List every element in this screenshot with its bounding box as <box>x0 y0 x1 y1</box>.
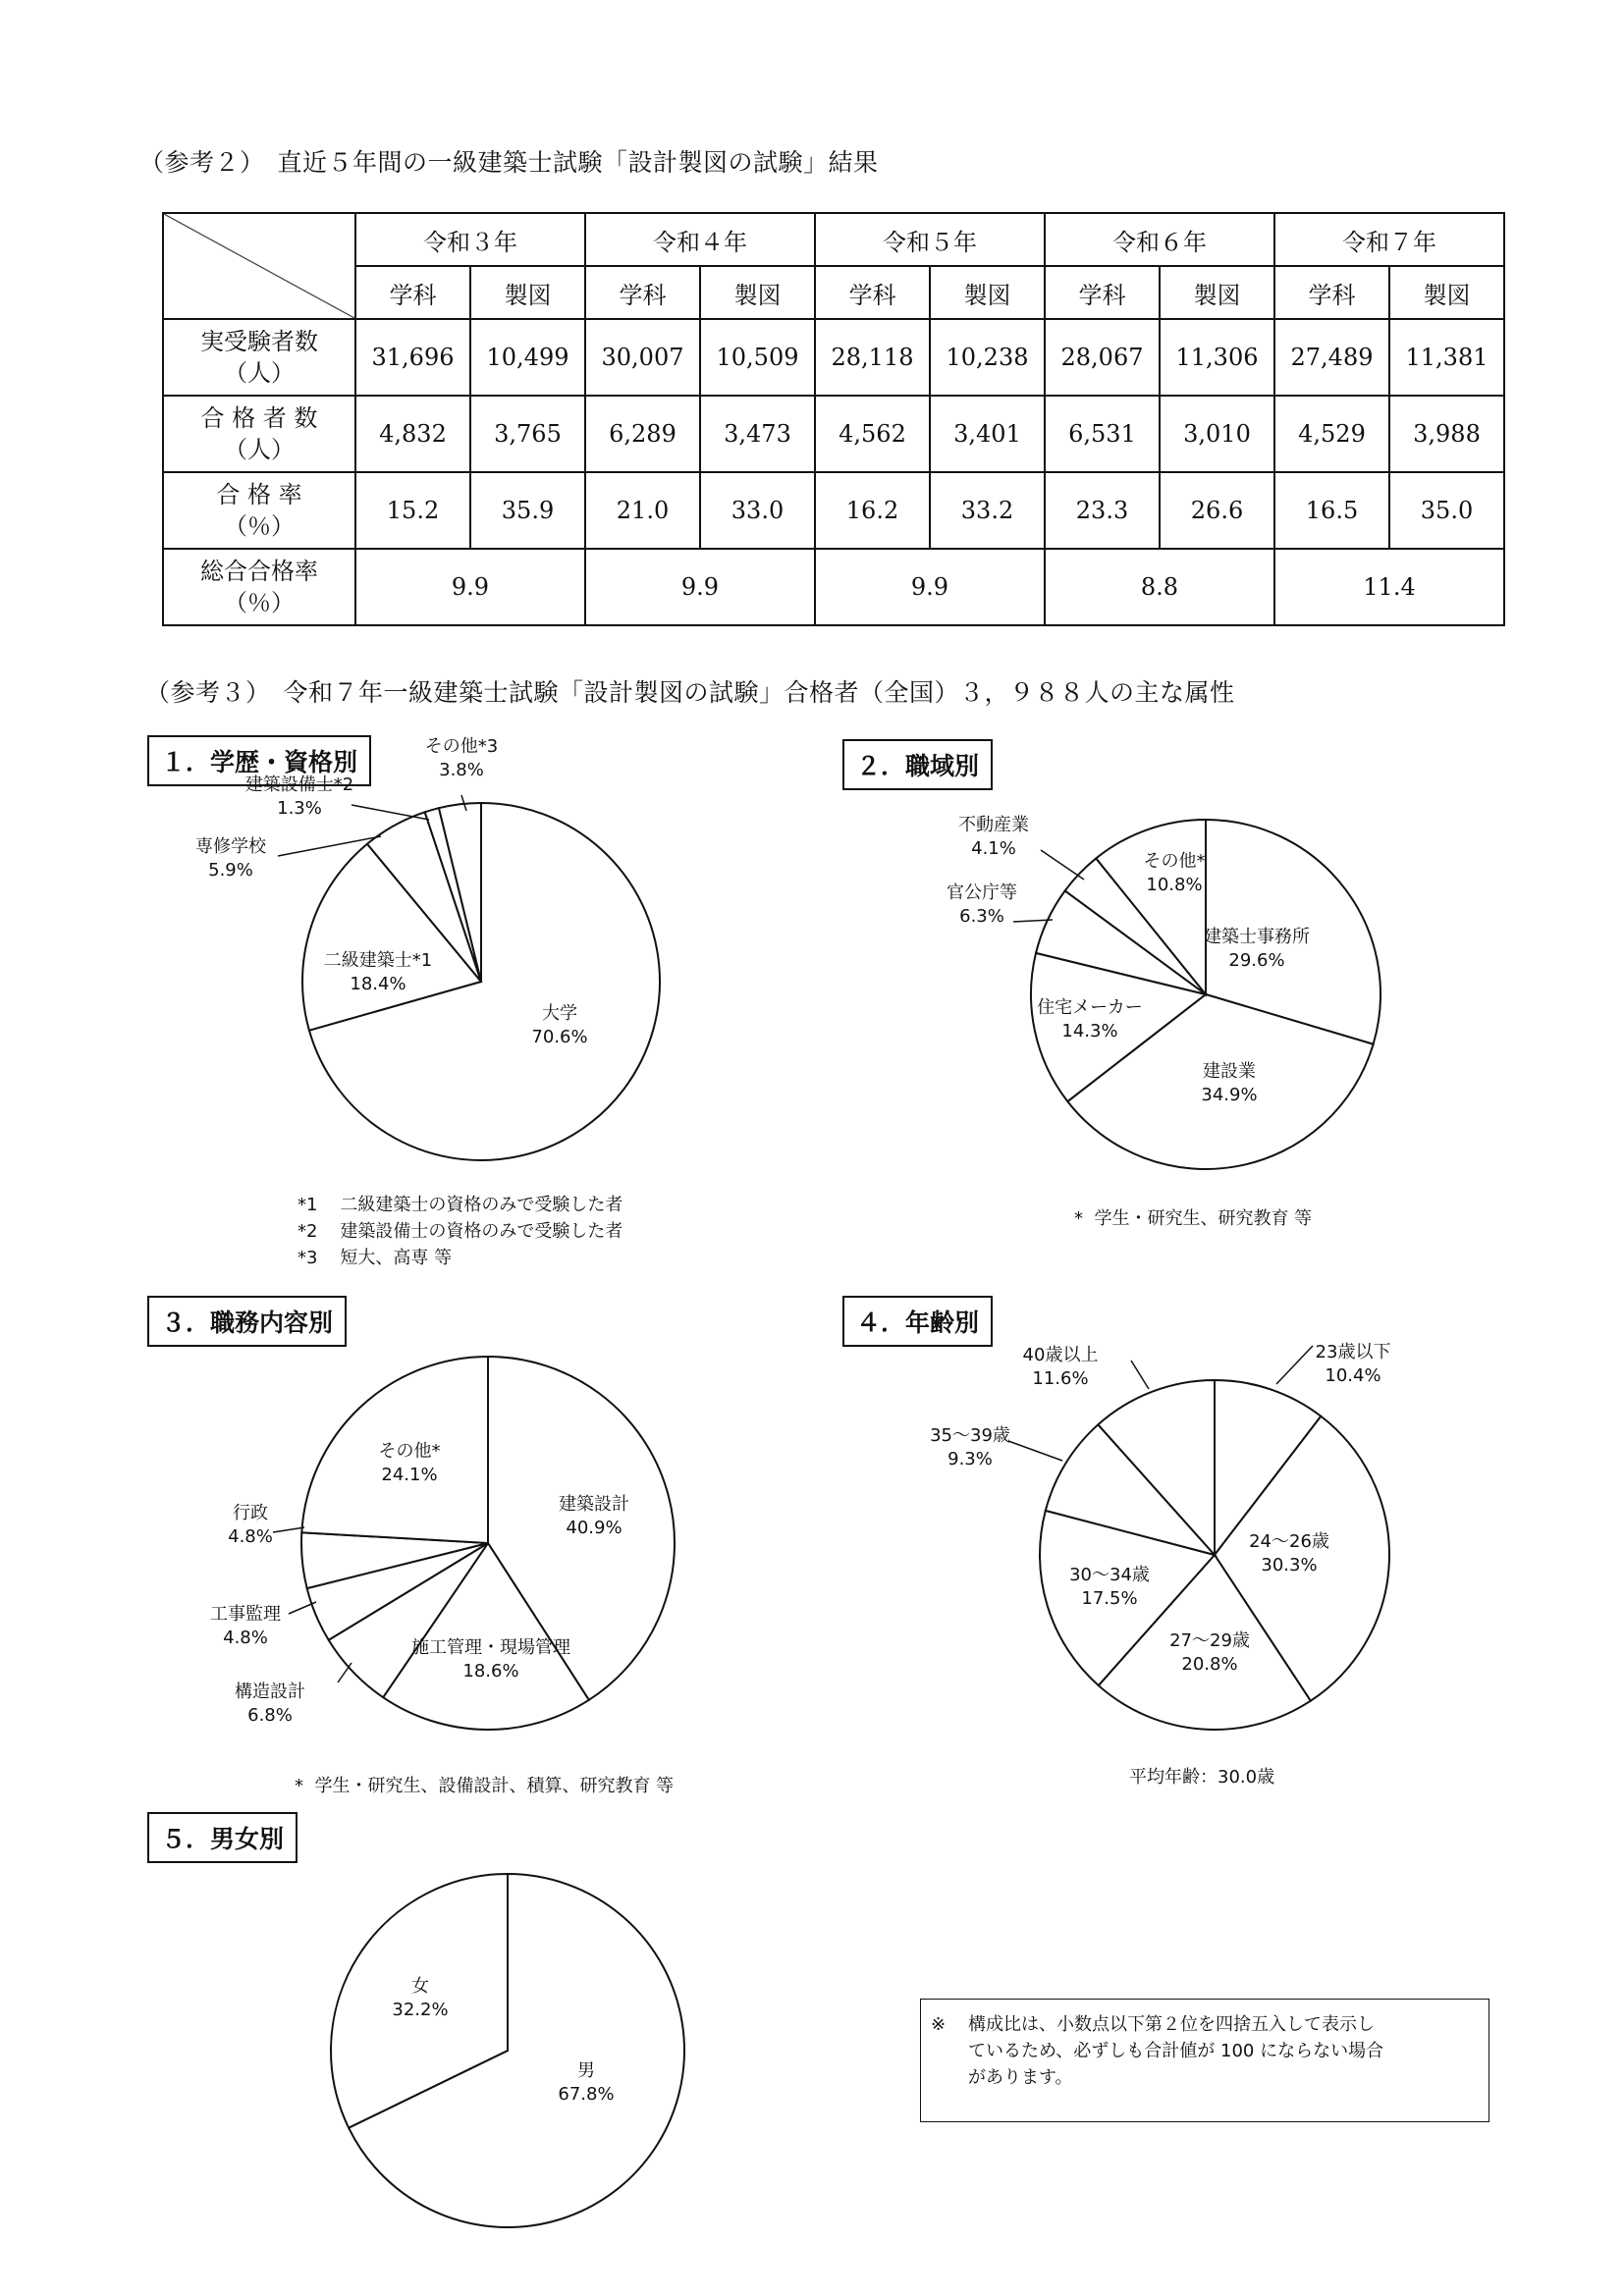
pie-slice-value: 3.8% <box>439 760 484 780</box>
pie-slice-label: 27～29歳 <box>1169 1630 1250 1651</box>
year-header: 令和３年 <box>355 213 585 266</box>
pie-slice-label: その他*3 <box>424 736 499 757</box>
pie-slice-label: 不動産業 <box>958 815 1029 835</box>
table-cell: 3,010 <box>1160 396 1274 472</box>
note-education-3: *3 短大、高専 等 <box>298 1248 453 1268</box>
pie-slice-label: 施工管理・現場管理 <box>411 1637 570 1658</box>
footnote-mark: ※ <box>931 2014 947 2035</box>
footnote-box <box>920 1999 1489 2122</box>
pie-slice-label: 建築士事務所 <box>1204 927 1310 947</box>
leader-line <box>273 1527 304 1532</box>
pie-slice-value: 18.6% <box>462 1661 519 1682</box>
pie-slice-label: 構造設計 <box>235 1682 305 1702</box>
pie-slice-label: 建築設計 <box>559 1494 629 1515</box>
note-education-1: *1 二級建築士の資格のみで受験した者 <box>298 1195 623 1215</box>
pie-slice-value: 67.8% <box>558 2084 615 2105</box>
pie-slice-label: 男 <box>577 2060 595 2081</box>
pie-slice-label: その他* <box>1143 851 1206 872</box>
pie-slice-label: 35～39歳 <box>930 1425 1010 1446</box>
table-cell: 10,238 <box>930 319 1045 396</box>
pie-slice-value: 5.9% <box>208 860 253 881</box>
pie-slice-value: 14.3% <box>1061 1021 1118 1041</box>
table-cell: 9.9 <box>355 549 585 625</box>
note-age-average: 平均年齢：30.0歳 <box>1129 1767 1275 1788</box>
row-label: 実受験者数 （人） <box>163 319 355 396</box>
subheader-written: 学科 <box>585 266 700 319</box>
subheader-drafting: 製図 <box>470 266 585 319</box>
table-cell: 11.4 <box>1274 549 1504 625</box>
pie-slice-value: 11.6% <box>1032 1368 1089 1389</box>
pie-slice-label: 二級建築士*1 <box>323 950 433 971</box>
pie-slice-value: 4.8% <box>223 1628 268 1648</box>
pie-slice-label: 40歳以上 <box>1022 1345 1099 1365</box>
subheader-drafting: 製図 <box>1389 266 1504 319</box>
table-cell: 30,007 <box>585 319 700 396</box>
leader-line <box>338 1663 352 1682</box>
subheader-drafting: 製図 <box>700 266 815 319</box>
table-cell: 33.0 <box>700 472 815 549</box>
table-cell: 9.9 <box>815 549 1045 625</box>
table-cell: 15.2 <box>355 472 470 549</box>
reference-2-heading: （参考２） 直近５年間の一級建築士試験「設計製図の試験」結果 <box>139 148 879 177</box>
pie-chart-gender <box>331 1874 684 2227</box>
pie-slice-value: 9.3% <box>947 1449 993 1469</box>
pie-slice-label: 大学 <box>542 1003 577 1024</box>
table-cell: 11,381 <box>1389 319 1504 396</box>
table-cell: 8.8 <box>1045 549 1274 625</box>
section-title-education: １．学歴・資格別 <box>147 735 371 786</box>
footnote-line: があります。 <box>968 2067 1073 2088</box>
subheader-written: 学科 <box>1045 266 1160 319</box>
table-cell: 3,401 <box>930 396 1045 472</box>
table-cell: 6,289 <box>585 396 700 472</box>
pie-slice-value: 32.2% <box>392 2000 449 2020</box>
note-job: * 学生・研究生、設備設計、積算、研究教育 等 <box>295 1776 675 1796</box>
leader-line <box>1008 1441 1062 1461</box>
pie-slice-value: 4.1% <box>971 838 1016 859</box>
pie-slice-value: 30.3% <box>1261 1555 1318 1575</box>
section-title-age: ４．年齢別 <box>842 1296 993 1347</box>
pie-slice-label: 23歳以下 <box>1315 1342 1391 1362</box>
leader-line <box>1276 1346 1313 1384</box>
pie-slice-value: 40.9% <box>566 1518 623 1538</box>
subheader-written: 学科 <box>1274 266 1389 319</box>
table-cell: 3,988 <box>1389 396 1504 472</box>
footnote-line: 構成比は、小数点以下第２位を四捨五入して表示し <box>968 2014 1375 2035</box>
pie-chart-age <box>930 1342 1390 1730</box>
pie-slice-label: 建設業 <box>1203 1061 1256 1082</box>
row-label: 総合合格率 （％） <box>163 549 355 625</box>
table-cell: 16.2 <box>815 472 930 549</box>
table-cell: 3,473 <box>700 396 815 472</box>
pie-slice-label: 30～34歳 <box>1069 1565 1150 1585</box>
subheader-written: 学科 <box>815 266 930 319</box>
pie-slice-value: 34.9% <box>1201 1085 1258 1105</box>
pie-slice-value: 6.8% <box>247 1705 293 1726</box>
table-cell: 10,499 <box>470 319 585 396</box>
table-cell: 27,489 <box>1274 319 1389 396</box>
pie-slice-value: 17.5% <box>1081 1588 1138 1609</box>
pie-slice-label: 24～26歳 <box>1249 1531 1329 1552</box>
year-header: 令和６年 <box>1045 213 1274 266</box>
table-cell: 28,067 <box>1045 319 1160 396</box>
table-cell: 3,765 <box>470 396 585 472</box>
pie-chart-field <box>947 815 1380 1169</box>
note-field: * 学生・研究生、研究教育 等 <box>1074 1208 1313 1229</box>
pie-slice-label: 官公庁等 <box>947 882 1017 903</box>
table-cell: 11,306 <box>1160 319 1274 396</box>
pie-slice-value: 70.6% <box>531 1027 588 1047</box>
reference-3-heading: （参考３） 令和７年一級建築士試験「設計製図の試験」合格者（全国）３，９８８人の主な属性 <box>145 678 1235 707</box>
section-title-job: ３．職務内容別 <box>147 1296 347 1347</box>
table-cell: 21.0 <box>585 472 700 549</box>
pie-slice-value: 10.8% <box>1146 875 1203 895</box>
pie-slice-label: その他* <box>378 1441 441 1462</box>
footnote-line: ているため、必ずしも合計値が 100 にならない場合 <box>968 2041 1384 2061</box>
table-cell: 26.6 <box>1160 472 1274 549</box>
table-cell: 4,562 <box>815 396 930 472</box>
leader-line <box>1131 1361 1149 1389</box>
pie-chart-education <box>195 736 660 1160</box>
pie-slice-label: 女 <box>411 1976 429 1997</box>
table-cell: 35.9 <box>470 472 585 549</box>
table-cell: 4,529 <box>1274 396 1389 472</box>
table-cell: 4,832 <box>355 396 470 472</box>
pie-slice-value: 24.1% <box>381 1465 438 1485</box>
subheader-written: 学科 <box>355 266 470 319</box>
pie-slice-value: 10.4% <box>1325 1365 1381 1386</box>
pie-slice-value: 29.6% <box>1228 950 1285 971</box>
row-label: 合 格 率 （％） <box>163 472 355 549</box>
table-cell: 28,118 <box>815 319 930 396</box>
pie-slice-value: 20.8% <box>1181 1654 1238 1675</box>
table-cell: 6,531 <box>1045 396 1160 472</box>
table-cell: 16.5 <box>1274 472 1389 549</box>
pie-slice-value: 6.3% <box>959 906 1004 927</box>
section-title-field: ２．職域別 <box>842 739 993 790</box>
table-cell: 35.0 <box>1389 472 1504 549</box>
section-title-gender: ５．男女別 <box>147 1812 298 1863</box>
table-cell: 10,509 <box>700 319 815 396</box>
table-cell: 9.9 <box>585 549 815 625</box>
table-cell: 23.3 <box>1045 472 1160 549</box>
subheader-drafting: 製図 <box>1160 266 1274 319</box>
pie-slice-value: 4.8% <box>228 1526 273 1547</box>
table-cell: 33.2 <box>930 472 1045 549</box>
pie-slice-value: 18.4% <box>350 974 406 994</box>
year-header: 令和４年 <box>585 213 815 266</box>
row-label: 合 格 者 数 （人） <box>163 396 355 472</box>
pie-chart-job <box>210 1357 675 1730</box>
pie-slice-label: 行政 <box>233 1503 268 1523</box>
year-header: 令和７年 <box>1274 213 1504 266</box>
leader-line <box>1041 850 1084 880</box>
pie-slice-label: 建築設備士*2 <box>244 774 354 795</box>
leader-line <box>352 805 429 820</box>
pie-slice-label: 住宅メーカー <box>1037 997 1143 1018</box>
subheader-drafting: 製図 <box>930 266 1045 319</box>
pie-slice-label: 工事監理 <box>210 1604 281 1625</box>
pie-slice-label: 専修学校 <box>195 836 266 857</box>
note-education-2: *2 建築設備士の資格のみで受験した者 <box>298 1221 623 1242</box>
year-header: 令和５年 <box>815 213 1045 266</box>
table-cell: 31,696 <box>355 319 470 396</box>
pie-slice-value: 1.3% <box>277 798 322 819</box>
